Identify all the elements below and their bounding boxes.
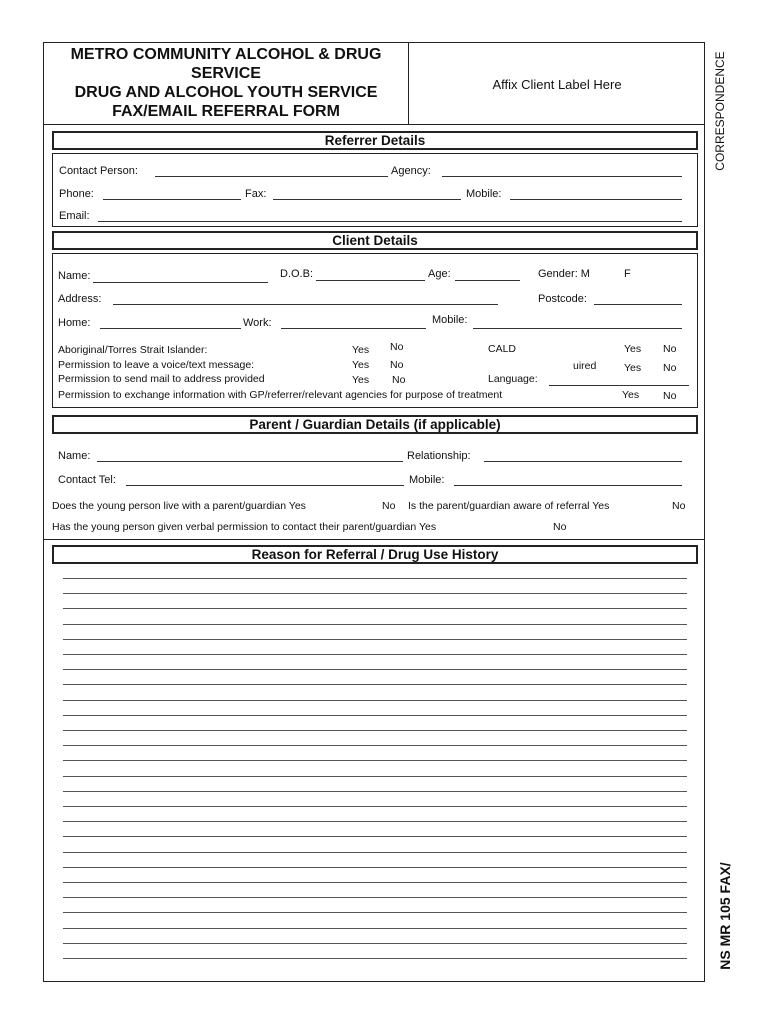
contact-person-field[interactable]	[155, 166, 388, 177]
fax-field[interactable]	[273, 189, 461, 200]
org-line-1: METRO COMMUNITY ALCOHOL & DRUG	[70, 46, 382, 63]
work-field[interactable]	[281, 318, 426, 329]
aboriginal-no[interactable]: No	[390, 341, 404, 353]
guardian-aware-no[interactable]: No	[672, 500, 686, 512]
dob-label: D.O.B:	[280, 268, 314, 280]
client-name-label: Name:	[58, 270, 91, 282]
email-field[interactable]	[98, 211, 682, 222]
writing-line	[63, 578, 687, 579]
mail-yes[interactable]: Yes	[352, 374, 370, 386]
address-label: Address:	[58, 293, 102, 305]
writing-line	[63, 654, 687, 655]
client-section-title: Client Details	[52, 231, 698, 250]
language-label: Language:	[488, 373, 538, 385]
phone-label: Phone:	[59, 188, 94, 200]
writing-line	[63, 776, 687, 777]
home-label: Home:	[58, 317, 91, 329]
writing-line	[63, 593, 687, 594]
mail-permission-label: Permission to send mail to address provided	[58, 373, 265, 385]
writing-line	[63, 639, 687, 640]
writing-line	[63, 684, 687, 685]
client-mobile-field[interactable]	[473, 318, 682, 329]
guardian-section-title: Parent / Guardian Details (if applicable)	[52, 415, 698, 434]
referrer-section-title: Referrer Details	[52, 131, 698, 150]
email-label: Email:	[59, 210, 90, 222]
work-label: Work:	[243, 317, 272, 329]
writing-line	[63, 700, 687, 701]
writing-line	[63, 867, 687, 868]
writing-line	[63, 669, 687, 670]
org-line-2: SERVICE	[191, 65, 261, 82]
age-field[interactable]	[455, 270, 520, 281]
org-line-4: FAX/EMAIL REFERRAL FORM	[112, 103, 340, 120]
writing-line	[63, 791, 687, 792]
side-label-correspondence: CORRESPONDENCE	[713, 51, 727, 171]
relationship-label: Relationship:	[407, 450, 471, 462]
interpreter-yes[interactable]: Yes	[624, 362, 642, 374]
exchange-no[interactable]: No	[663, 390, 677, 402]
reason-writing-area[interactable]	[63, 578, 687, 974]
org-title	[44, 45, 408, 121]
dob-field[interactable]	[316, 270, 425, 281]
writing-line	[63, 928, 687, 929]
voice-no[interactable]: No	[390, 359, 404, 371]
agency-field[interactable]	[442, 166, 682, 177]
fax-label: Fax:	[245, 188, 267, 200]
side-label-form-code: NS MR 105 FAX/	[717, 862, 733, 970]
verbal-permission-question: Has the young person given verbal permission to contact their parent/guardian Yes	[52, 521, 437, 533]
writing-line	[63, 958, 687, 959]
guardian-name-label: Name:	[58, 450, 91, 462]
writing-line	[63, 608, 687, 609]
phone-field[interactable]	[103, 189, 241, 200]
language-field[interactable]	[549, 375, 689, 386]
live-with-guardian-no[interactable]: No	[382, 500, 396, 512]
relationship-field[interactable]	[484, 451, 682, 462]
reason-section-title: Reason for Referral / Drug Use History	[52, 545, 698, 564]
gender-f-option[interactable]: F	[624, 268, 631, 280]
verbal-permission-no[interactable]: No	[553, 521, 567, 533]
writing-line	[63, 821, 687, 822]
writing-line	[63, 836, 687, 837]
voice-yes[interactable]: Yes	[352, 359, 370, 371]
writing-line	[63, 897, 687, 898]
exchange-permission-label: Permission to exchange information with GP/referrer/relevant agencies for purpose of treatment	[58, 389, 503, 401]
client-name-field[interactable]	[93, 272, 268, 283]
contact-tel-label: Contact Tel:	[58, 474, 116, 486]
interpreter-required-label: uired	[573, 360, 597, 372]
guardian-divider	[43, 539, 705, 540]
header-divider	[43, 124, 705, 125]
gender-label: Gender: M	[538, 268, 590, 280]
home-field[interactable]	[100, 318, 241, 329]
writing-line	[63, 760, 687, 761]
live-with-guardian-question: Does the young person live with a parent/guardian Yes	[52, 500, 306, 512]
mail-no[interactable]: No	[392, 374, 406, 386]
exchange-yes[interactable]: Yes	[622, 389, 640, 401]
cald-yes[interactable]: Yes	[624, 343, 642, 355]
postcode-field[interactable]	[594, 294, 682, 305]
aboriginal-yes[interactable]: Yes	[352, 344, 370, 356]
interpreter-no[interactable]: No	[663, 362, 677, 374]
address-field[interactable]	[113, 294, 498, 305]
voice-permission-label: Permission to leave a voice/text message:	[58, 359, 255, 371]
contact-tel-field[interactable]	[126, 475, 404, 486]
cald-label: CALD	[488, 343, 517, 355]
guardian-mobile-label: Mobile:	[409, 474, 445, 486]
contact-person-label: Contact Person:	[59, 165, 138, 177]
client-label-box: Affix Client Label Here	[492, 77, 622, 92]
referrer-mobile-label: Mobile:	[466, 188, 502, 200]
client-mobile-label: Mobile:	[432, 314, 468, 326]
age-label: Age:	[428, 268, 451, 280]
writing-line	[63, 943, 687, 944]
writing-line	[63, 912, 687, 913]
org-line-3: DRUG AND ALCOHOL YOUTH SERVICE	[74, 84, 378, 101]
postcode-label: Postcode:	[538, 293, 587, 305]
cald-no[interactable]: No	[663, 343, 677, 355]
aboriginal-label: Aboriginal/Torres Strait Islander:	[58, 344, 208, 356]
guardian-name-field[interactable]	[97, 451, 403, 462]
writing-line	[63, 624, 687, 625]
writing-line	[63, 806, 687, 807]
referrer-mobile-field[interactable]	[510, 189, 682, 200]
writing-line	[63, 882, 687, 883]
guardian-mobile-field[interactable]	[454, 475, 682, 486]
writing-line	[63, 715, 687, 716]
guardian-aware-question: Is the parent/guardian aware of referral Yes	[408, 500, 610, 512]
agency-label: Agency:	[391, 165, 431, 177]
writing-line	[63, 852, 687, 853]
writing-line	[63, 745, 687, 746]
writing-line	[63, 730, 687, 731]
